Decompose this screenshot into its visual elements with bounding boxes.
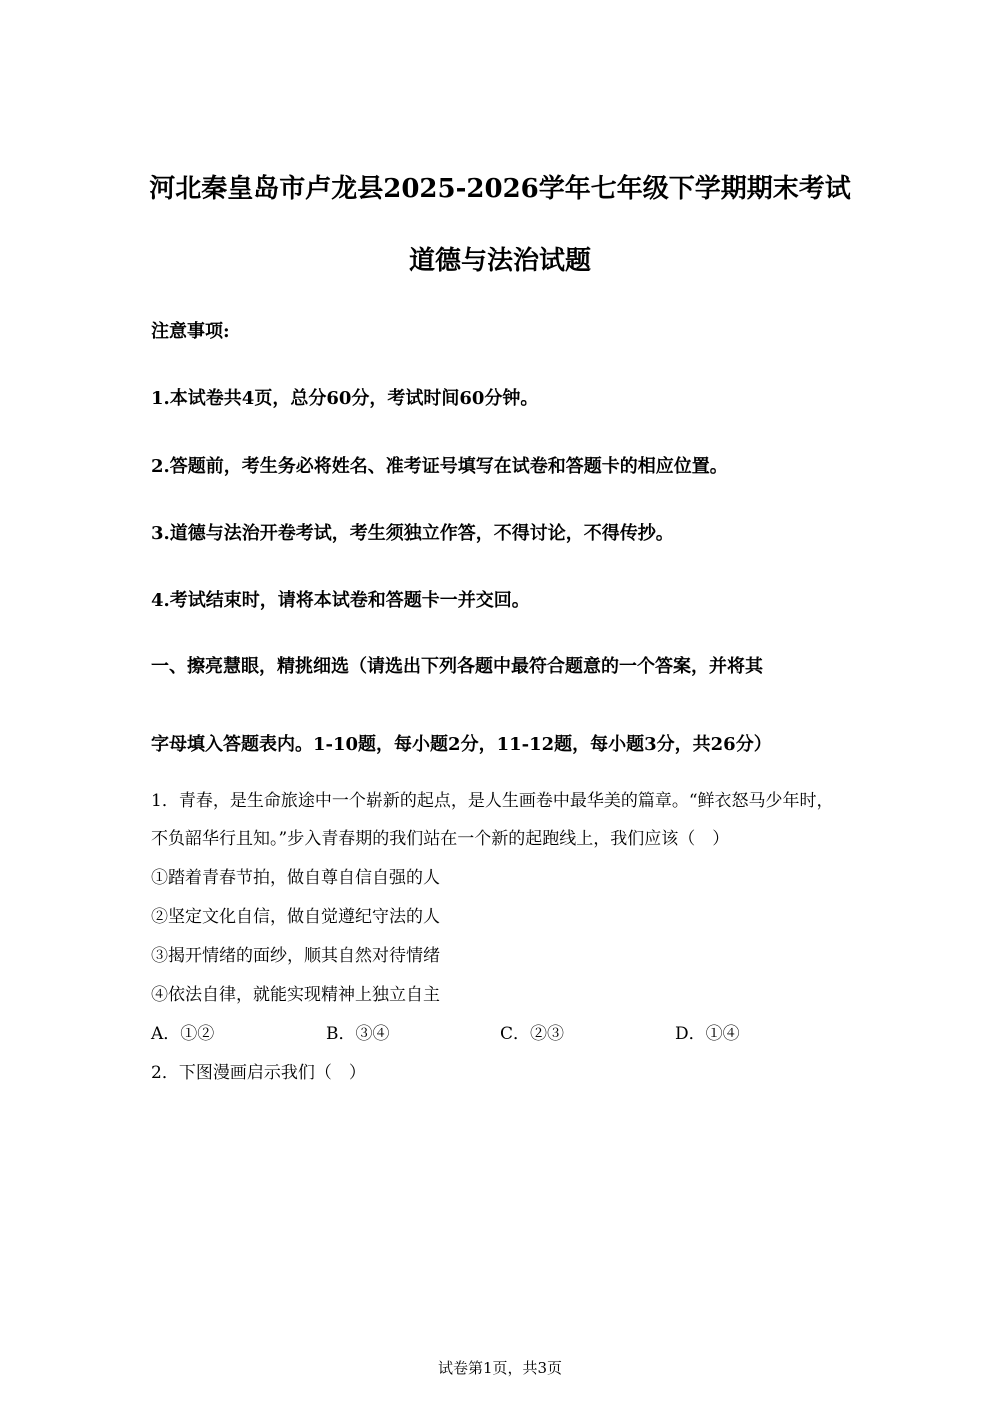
page-footer: 试卷第1页，共3页 bbox=[437, 1359, 563, 1377]
question-1-statement-2: ②坚定文化自信，做自觉遵纪守法的人 bbox=[151, 907, 440, 927]
exam-title-line1: 河北秦皇岛市卢龙县2025-2026学年七年级下学期期末考试 bbox=[149, 174, 851, 204]
notice-item-2: 2.答题前，考生务必将姓名、准考证号填写在试卷和答题卡的相应位置。 bbox=[151, 456, 728, 477]
section1-heading-line2: 字母填入答题表内。1-10题，每小题2分，11-12题，每小题3分，共26分） bbox=[151, 734, 772, 755]
question-1-statement-1: ①踏着青春节拍，做自尊自信自强的人 bbox=[151, 868, 440, 888]
section1-heading-line1: 一、擦亮慧眼，精挑细选（请选出下列各题中最符合题意的一个答案，并将其 bbox=[151, 656, 763, 677]
question-1-statement-3: ③揭开情绪的面纱，顺其自然对待情绪 bbox=[151, 946, 440, 966]
question-2-stem: 2．下图漫画启示我们（ ） bbox=[151, 1063, 366, 1083]
question-1-stem-line2: 不负韶华行且知。”步入青春期的我们站在一个新的起跑线上，我们应该（ ） bbox=[151, 829, 730, 849]
question-1-statement-4: ④依法自律，就能实现精神上独立自主 bbox=[151, 985, 440, 1005]
notice-item-1: 1.本试卷共4页，总分60分，考试时间60分钟。 bbox=[151, 388, 539, 409]
notice-item-3: 3.道德与法治开卷考试，考生须独立作答，不得讨论，不得传抄。 bbox=[151, 523, 674, 544]
question-1-option-b: B．③④ bbox=[326, 1024, 390, 1044]
notice-item-4: 4.考试结束时，请将本试卷和答题卡一并交回。 bbox=[151, 590, 530, 611]
question-1-option-d: D．①④ bbox=[675, 1024, 740, 1044]
question-1-stem-line1: 1．青春，是生命旅途中一个崭新的起点，是人生画卷中最华美的篇章。“鲜衣怒马少年时， bbox=[151, 791, 834, 811]
question-1-option-c: C．②③ bbox=[500, 1024, 565, 1044]
question-1-option-a: A．①② bbox=[151, 1024, 215, 1044]
exam-title-line2: 道德与法治试题 bbox=[408, 246, 591, 276]
notice-heading: 注意事项: bbox=[151, 321, 230, 342]
